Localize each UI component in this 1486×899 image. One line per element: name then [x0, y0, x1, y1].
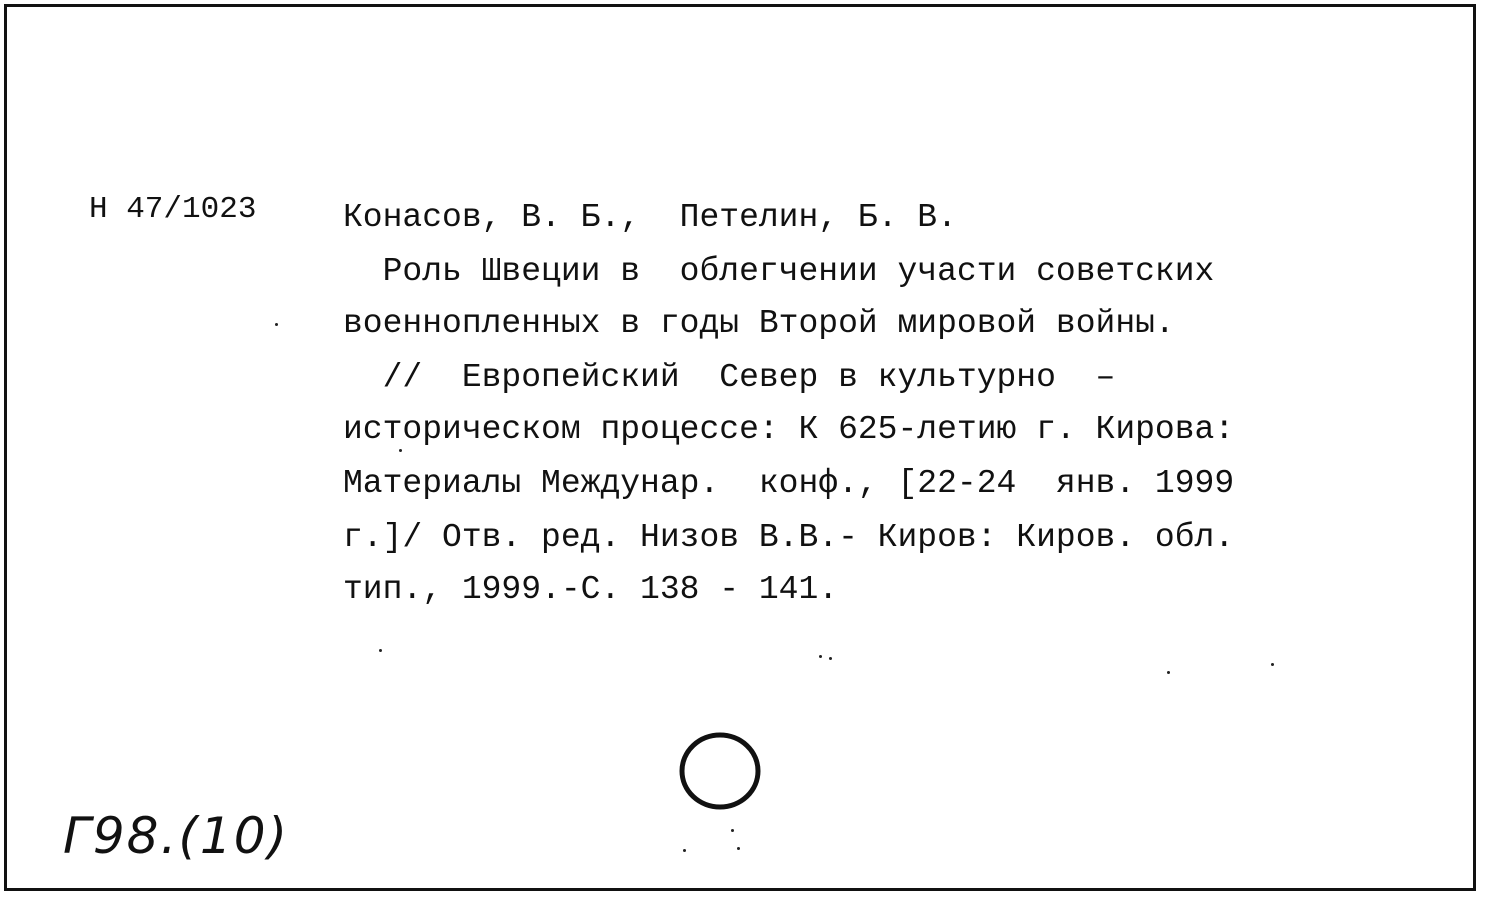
speck	[1167, 671, 1170, 674]
source-line-5: тип., 1999.-С. 138 - 141.	[343, 571, 839, 608]
speck	[399, 449, 402, 452]
speck	[731, 829, 734, 832]
handwritten-shelf-mark: Г98.(10)	[63, 807, 290, 865]
speck	[829, 657, 832, 660]
source-line-2: историческом процессе: К 625-летию г. Кирова:	[343, 411, 1235, 448]
source-line-4: г.]/ Отв. ред. Низов В.В.- Киров: Киров. обл.	[343, 519, 1235, 556]
speck	[683, 849, 686, 852]
speck	[275, 323, 278, 326]
call-number: Н 47/1023	[89, 192, 257, 227]
title-line-2: военнопленных в годы Второй мировой войны.	[343, 305, 1175, 342]
title-line-1: Роль Швеции в облегчении участи советских	[343, 253, 1215, 290]
speck	[737, 847, 740, 850]
catalog-card	[4, 4, 1476, 891]
speck	[379, 649, 382, 652]
speck	[819, 655, 822, 658]
speck	[1271, 663, 1274, 666]
source-line-3: Материалы Междунар. конф., [22-24 янв. 1999	[343, 465, 1235, 502]
source-line-1: // Европейский Север в культурно –	[343, 359, 1116, 396]
punch-hole-icon	[677, 729, 763, 815]
authors: Конасов, В. Б., Петелин, Б. В.	[343, 199, 957, 236]
